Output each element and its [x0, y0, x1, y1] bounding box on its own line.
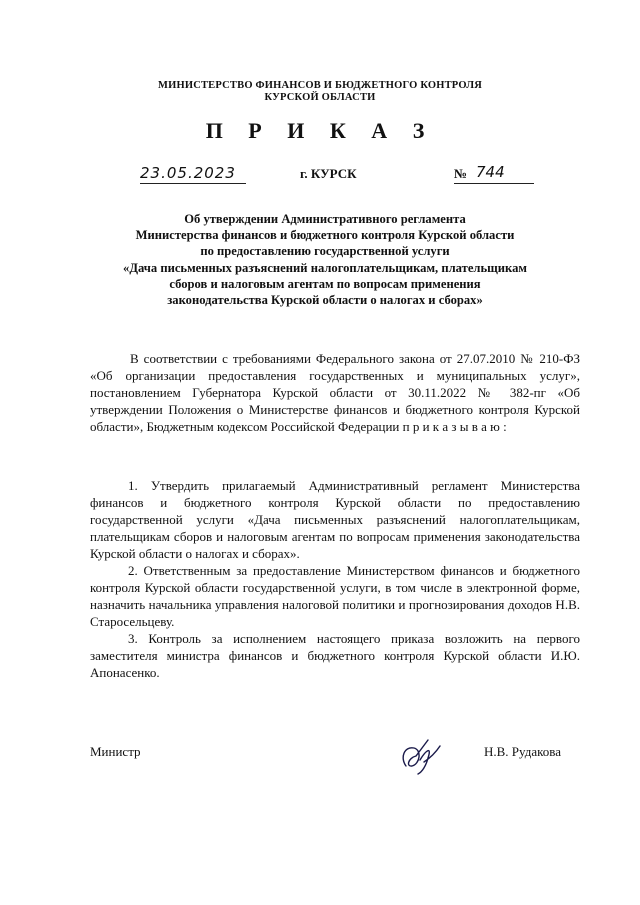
order-date: 23.05.2023	[140, 164, 236, 182]
order-number: 744	[476, 163, 505, 181]
date-underline	[140, 183, 246, 184]
subject-line: Министерства финансов и бюджетного контроля Курской области	[135, 228, 515, 243]
order-item-3: 3. Контроль за исполнением настоящего приказа возложить на первого заместителя министра финансов и бюджетного контроля Курской области И.Ю. Апонасенко.	[90, 631, 580, 680]
order-item-2: 2. Ответственным за предоставление Министерством финансов и бюджетного контроля Курской области государственной услуги, в том числе в электронной форме, назначить начальника управления налоговой политики и прогнозирования доходов Н.В. Старосельцеву.	[90, 563, 580, 629]
ministry-header	[0, 80, 640, 104]
order-items	[90, 477, 580, 681]
intro-paragraph: В соответствии с требованиями Федерального закона от 27.07.2010 № 210-ФЗ «Об организации предоставления государственных и муниципальных услуг», постановлением Губернатора Курской области от 30.11.2022 № 382-пг «Об утверждении Положения о Министерстве финансов и бюджетного контроля Курской области», Бюджетным кодексом Российской Федерации п р и к а з ы в а ю :	[90, 351, 580, 434]
order-subject	[80, 211, 570, 308]
subject-line: Об утверждении Административного регламента	[184, 212, 466, 226]
intro-paragraph-block	[90, 350, 580, 435]
signer-position: Министр	[90, 744, 141, 759]
signer-name: Н.В. Рудакова	[484, 744, 561, 759]
ministry-line-1: МИНИСТЕРСТВО ФИНАНСОВ И БЮДЖЕТНОГО КОНТРОЛЯ	[157, 80, 483, 91]
handwritten-signature	[398, 736, 444, 776]
order-number-prefix: №	[454, 166, 468, 181]
signature-block	[0, 744, 640, 784]
order-item-1: 1. Утвердить прилагаемый Административный регламент Министерства финансов и бюджетного контроля Курской области по предоставлению государственной услуги «Дача письменных разъяснений налогоплательщикам, плательщикам сборов и налоговым агентам по вопросам применения законодательства Курской области о налогах и сборах».	[90, 478, 580, 561]
number-underline	[454, 183, 534, 184]
document-meta-row	[0, 163, 640, 190]
order-city: г. КУРСК	[300, 166, 357, 181]
document-type-title: П Р И К А З	[205, 118, 435, 143]
subject-line: сборов и налоговым агентам по вопросам применения	[169, 276, 481, 291]
ministry-line-2: КУРСКОЙ ОБЛАСТИ	[264, 92, 376, 103]
subject-line: законодательства Курской области о налогах и сборах»	[167, 293, 483, 308]
subject-line: «Дача письменных разъяснений налогоплательщикам, плательщикам	[123, 260, 527, 275]
subject-line: по предоставлению государственной услуги	[200, 244, 450, 259]
